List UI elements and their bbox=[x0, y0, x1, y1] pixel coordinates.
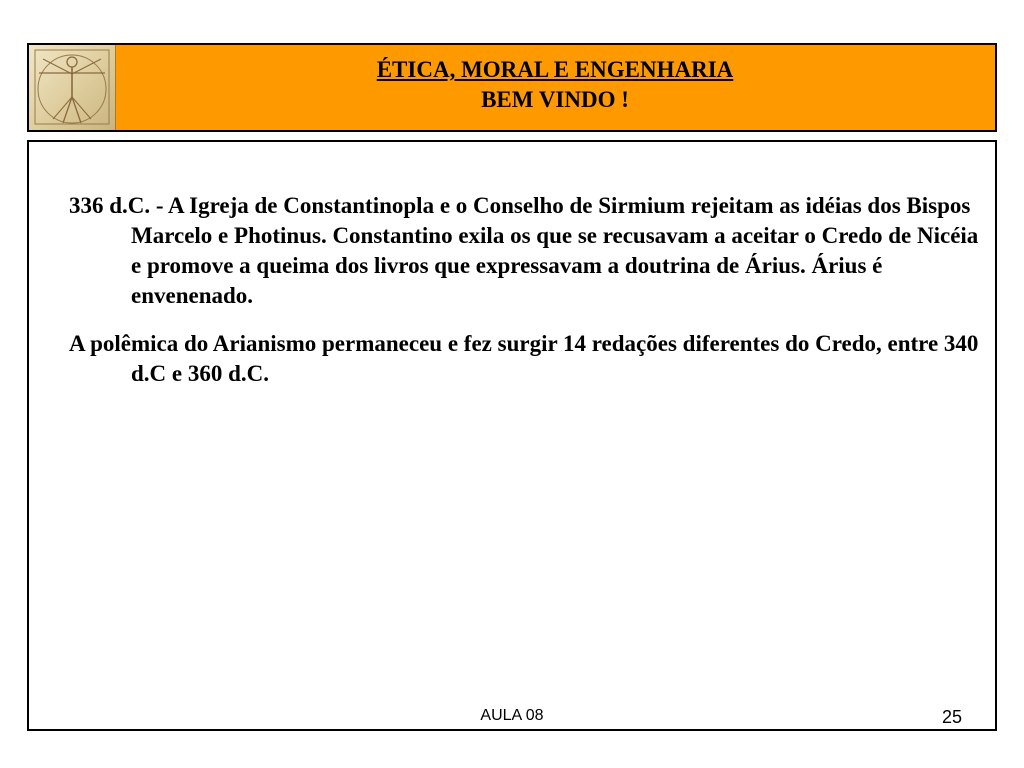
vitruvian-man-icon bbox=[29, 45, 116, 130]
slide-header bbox=[27, 43, 997, 132]
page-number: 25 bbox=[941, 707, 962, 727]
footer-label: AULA 08 bbox=[480, 707, 544, 724]
subtitle-line: BEM VINDO ! bbox=[481, 87, 629, 112]
paragraph-2: A polêmica do Arianismo permaneceu e fez surgir 14 redações diferentes do Credo, entre 340 d.C e 360 d.C. bbox=[69, 331, 979, 386]
title-line: ÉTICA, MORAL E ENGENHARIA bbox=[376, 57, 734, 82]
paragraph-1: 336 d.C. - A Igreja de Constantinopla e o Conselho de Sirmium rejeitam as idéias dos Bispos Marcelo e Photinus. Constantino exila os que se recusavam a aceitar o Credo de Nicéia e promove a queima dos livros que expressavam a doutrina de Árius. Árius é envenenado. bbox=[69, 193, 979, 308]
paragraph-list bbox=[69, 191, 987, 407]
slide-title bbox=[115, 55, 995, 115]
slide-content bbox=[27, 140, 997, 731]
